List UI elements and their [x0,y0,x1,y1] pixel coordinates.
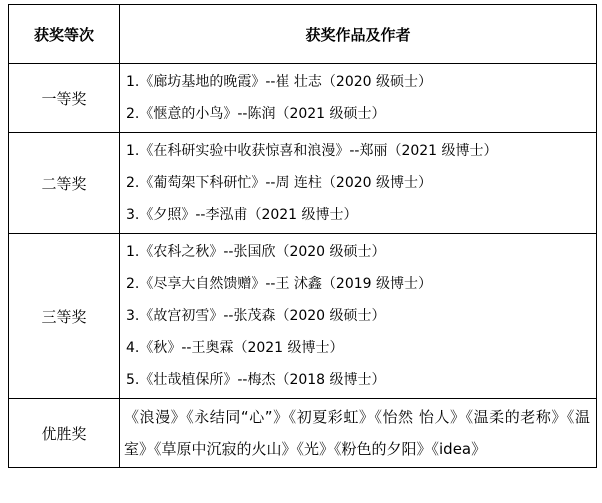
header-row [9,5,597,64]
entry-item: 3.《故宫初雪》--张茂森（2020 级硕士） [126,308,386,324]
entries-third [120,234,597,399]
entry-item: 1.《农科之秋》--张国欣（2020 级硕士） [126,244,386,260]
award-level-second: 二等奖 [9,133,120,234]
entries-first [120,64,597,133]
entry-item: 4.《秋》--王奥霖（2021 级博士） [126,340,344,356]
entry-item: 2.《尽享大自然馈赠》--王 沭鑫（2019 级博士） [126,276,432,292]
entry-item: 1.《在科研实验中收获惊喜和浪漫》--郑丽（2021 级博士） [126,143,498,159]
entry-item: 5.《壮哉植保所》--梅杰（2018 级博士） [126,372,386,388]
award-row-second [9,133,597,234]
awards-table-container [8,4,597,468]
header-award-level: 获奖等次 [9,5,120,64]
award-row-third [9,234,597,399]
award-level-merit: 优胜奖 [9,399,120,468]
entry-item: 2.《惬意的小鸟》--陈润（2021 级硕士） [126,106,386,122]
entry-item: 2.《葡萄架下科研忙》--周 连柱（2020 级博士） [126,175,432,191]
entries-second [120,133,597,234]
awards-table [8,4,597,468]
award-row-merit [9,399,597,468]
award-level-third: 三等奖 [9,234,120,399]
header-works-and-authors: 获奖作品及作者 [120,5,597,64]
award-row-first [9,64,597,133]
entry-item: 1.《廊坊基地的晚霞》--崔 壮志（2020 级硕士） [126,74,432,90]
award-level-first: 一等奖 [9,64,120,133]
entry-item: 3.《夕照》--李泓甫（2021 级博士） [126,207,358,223]
merit-works-list: 《浪漫》《永结同“心”》《初夏彩虹》《怡然 怡人》《温柔的老称》《温室》《草原中沉寂的火山》《光》《粉色的夕阳》《idea》 [120,399,597,468]
